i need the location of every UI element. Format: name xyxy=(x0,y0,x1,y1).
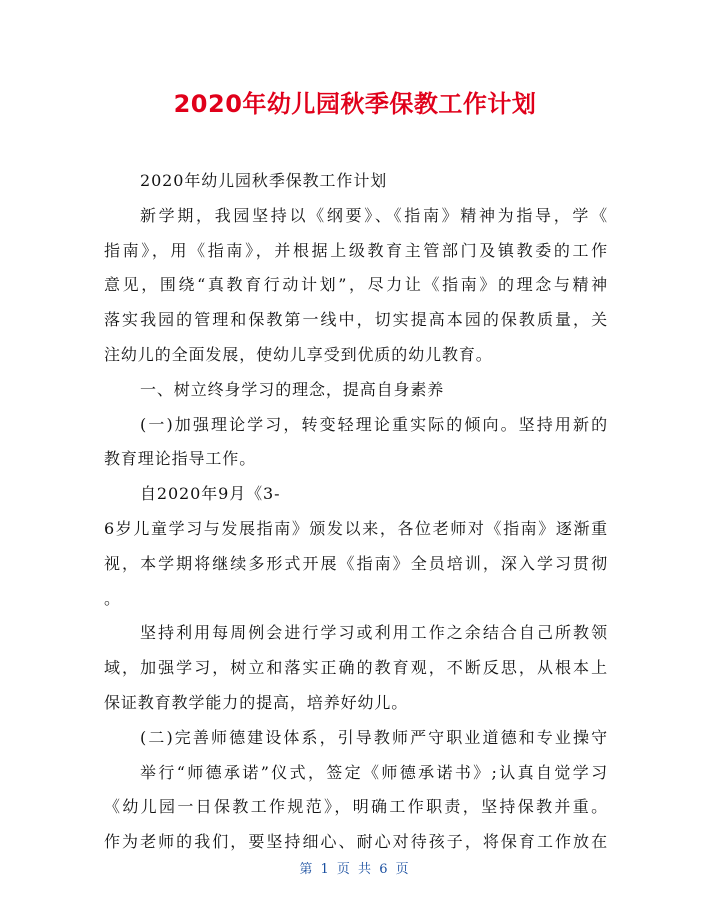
page-number-footer: 第 1 页 共 6 页 xyxy=(299,862,411,877)
paragraph-line: 落实我园的管理和保教第一线中，切实提高本园的保教质量，关 xyxy=(104,310,608,330)
paragraph-line: 自2020年9月《3- xyxy=(140,484,281,504)
paragraph-line: 举行“师德承诺”仪式，签定《师德承诺书》;认真自觉学习 xyxy=(140,762,608,782)
document-body xyxy=(104,164,608,860)
paragraph-line: 6岁儿童学习与发展指南》颁发以来，各位老师对《指南》逐渐重 xyxy=(104,518,608,538)
section-heading: (二)完善师德建设体系，引导教师严守职业道德和专业操守 xyxy=(140,727,608,747)
paragraph-line: 域，加强学习，树立和落实正确的教育观，不断反思，从根本上 xyxy=(104,658,608,678)
paragraph-line: 注幼儿的全面发展，使幼儿享受到优质的幼儿教育。 xyxy=(104,344,493,364)
paragraph-line: 教育理论指导工作。 xyxy=(104,449,257,469)
paragraph-line: 意见，围绕“真教育行动计划”，尽力让《指南》的理念与精神 xyxy=(104,275,608,295)
paragraph-line: 。 xyxy=(104,588,121,608)
paragraph-line: 新学期，我园坚持以《纲要》、《指南》精神为指导，学《 xyxy=(140,205,608,225)
paragraph-line: 指南》，用《指南》，并根据上级教育主管部门及镇教委的工作 xyxy=(104,240,608,260)
document-title: 2020年幼儿园秋季保教工作计划 xyxy=(173,90,537,118)
paragraph-line: 保证教育教学能力的提高，培养好幼儿。 xyxy=(104,692,409,712)
paragraph-line: 作为老师的我们，要坚持细心、耐心对待孩子，将保育工作放在 xyxy=(104,832,608,852)
section-heading: 一、树立终身学习的理念，提高自身素养 xyxy=(140,379,445,399)
paragraph-line: 视，本学期将继续多形式开展《指南》全员培训，深入学习贯彻 xyxy=(104,553,608,573)
paragraph-line: 《幼儿园一日保教工作规范》，明确工作职责，坚持保教并重。 xyxy=(104,797,608,817)
paragraph-line: (一)加强理论学习，转变轻理论重实际的倾向。坚持用新的 xyxy=(140,414,608,434)
paragraph-line: 坚持利用每周例会进行学习或利用工作之余结合自己所教领 xyxy=(140,623,608,643)
paragraph-line: 2020年幼儿园秋季保教工作计划 xyxy=(140,171,388,190)
